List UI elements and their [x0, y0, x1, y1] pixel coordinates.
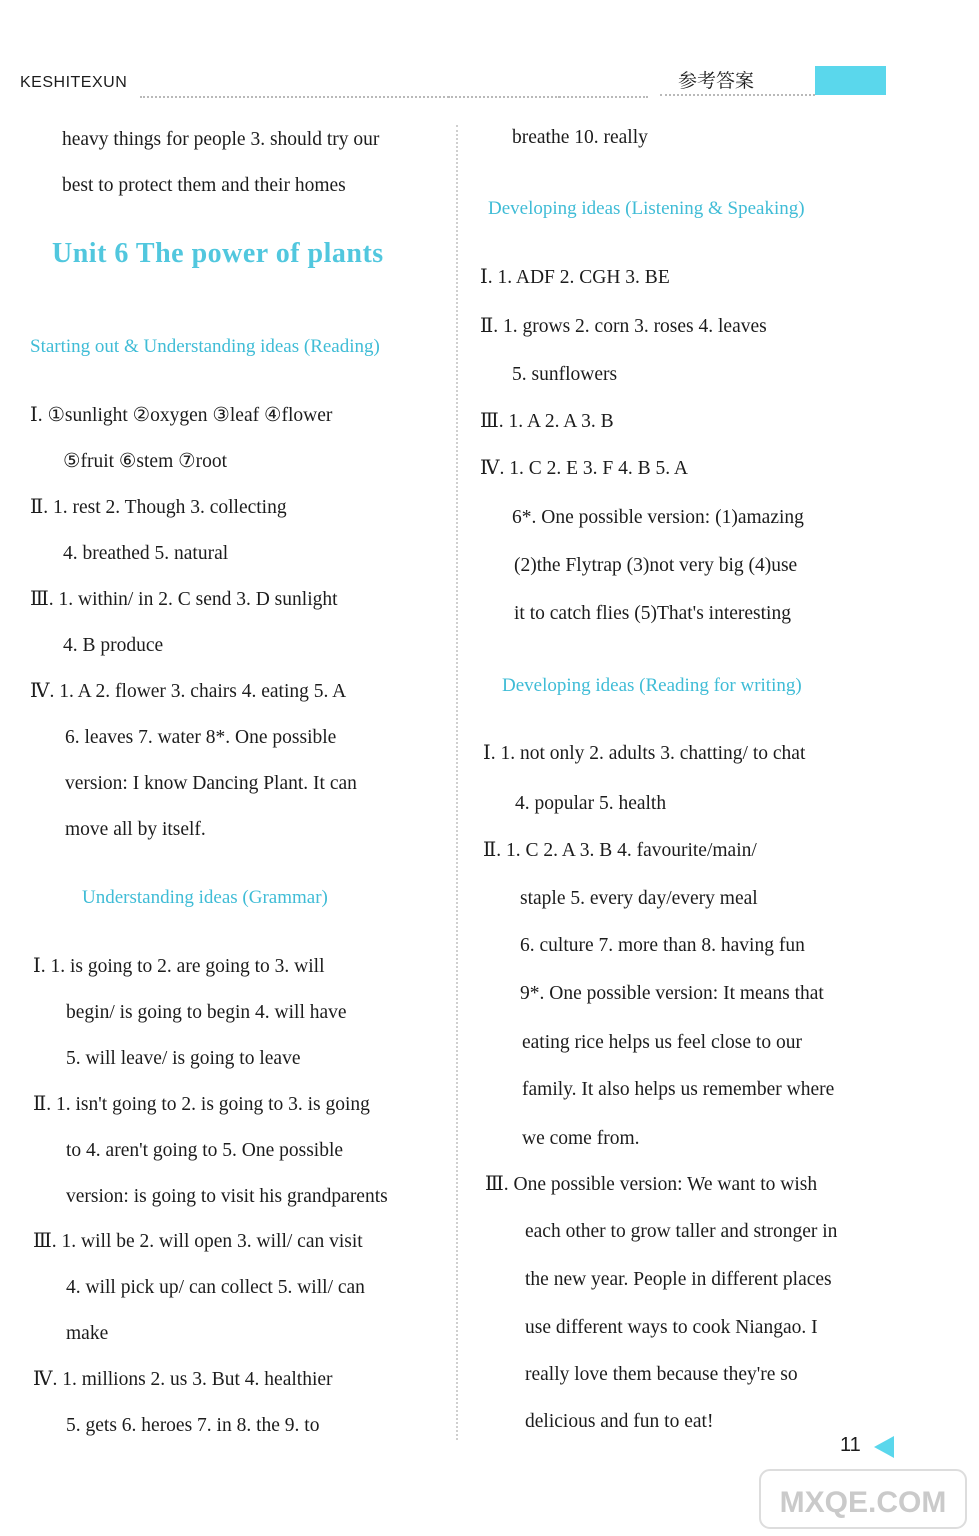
section-title: Starting out & Understanding ideas (Reading)	[30, 336, 380, 357]
answer-line: the new year. People in different places	[525, 1269, 832, 1290]
answer-line: delicious and fun to eat!	[525, 1411, 714, 1432]
answer-line: really love them because they're so	[525, 1364, 798, 1385]
section-title: Developing ideas (Listening & Speaking)	[488, 198, 805, 219]
answer-line: version: is going to visit his grandparents	[66, 1186, 388, 1207]
answer-line: make	[66, 1323, 109, 1344]
page-arrow-icon	[874, 1436, 894, 1458]
answer-line: we come from.	[522, 1128, 640, 1149]
answer-line: to 4. aren't going to 5. One possible	[66, 1140, 344, 1161]
answer-line: 4. popular 5. health	[515, 793, 667, 814]
unit-title: Unit 6 The power of plants	[52, 238, 384, 269]
answer-line: begin/ is going to begin 4. will have	[66, 1002, 347, 1023]
answer-line: Ⅲ. 1. will be 2. will open 3. will/ can visit	[33, 1231, 363, 1252]
answer-line: each other to grow taller and stronger in	[525, 1221, 838, 1242]
section-title: Understanding ideas (Grammar)	[82, 887, 328, 908]
header-accent-box	[815, 66, 886, 95]
header-divider-mid	[448, 96, 648, 98]
answer-line: Ⅳ. 1. C 2. E 3. F 4. B 5. A	[480, 458, 689, 479]
section-title: Developing ideas (Reading for writing)	[502, 675, 802, 696]
answer-line: Ⅰ. ①sunlight ②oxygen ③leaf ④flower	[30, 405, 333, 426]
answer-line: Ⅱ. 1. rest 2. Though 3. collecting	[30, 497, 287, 518]
left-text-line: heavy things for people 3. should try our	[62, 129, 380, 150]
answer-line: 5. sunflowers	[512, 364, 618, 385]
answer-line: 6. leaves 7. water 8*. One possible	[65, 727, 337, 748]
answer-line: staple 5. every day/every meal	[520, 888, 758, 909]
answer-line: Ⅲ. 1. A 2. A 3. B	[480, 411, 614, 432]
answer-line: eating rice helps us feel close to our	[522, 1032, 802, 1053]
left-text-line: best to protect them and their homes	[62, 175, 346, 196]
answer-line: Ⅱ. 1. grows 2. corn 3. roses 4. leaves	[480, 316, 767, 337]
answer-line: 4. breathed 5. natural	[63, 543, 229, 564]
column-divider	[456, 125, 458, 1440]
answer-line: it to catch flies (5)That's interesting	[514, 603, 791, 624]
answer-line: 5. gets 6. heroes 7. in 8. the 9. to	[66, 1415, 320, 1436]
header-title: 参考答案	[678, 70, 755, 92]
answer-line: use different ways to cook Niangao. I	[525, 1317, 818, 1338]
answer-line: 6*. One possible version: (1)amazing	[512, 507, 804, 528]
brand-label: KESHITEXUN	[20, 74, 128, 91]
answer-line: Ⅱ. 1. C 2. A 3. B 4. favourite/main/	[483, 840, 757, 861]
page-number: 11	[840, 1434, 861, 1456]
answer-line: 6. culture 7. more than 8. having fun	[520, 935, 805, 956]
answer-line: move all by itself.	[65, 819, 206, 840]
answer-line: Ⅱ. 1. isn't going to 2. is going to 3. is going	[33, 1094, 370, 1115]
answer-line: 5. will leave/ is going to leave	[66, 1048, 301, 1069]
answer-line: ⑤fruit ⑥stem ⑦root	[63, 451, 228, 472]
answer-line: Ⅰ. 1. not only 2. adults 3. chatting/ to chat	[483, 743, 806, 764]
answer-line: family. It also helps us remember where	[522, 1079, 835, 1100]
watermark-text: MXQE.COM	[779, 1486, 947, 1519]
answer-line: Ⅰ. 1. is going to 2. are going to 3. will	[33, 956, 325, 977]
answer-line: 9*. One possible version: It means that	[520, 983, 824, 1004]
answer-line: 4. will pick up/ can collect 5. will/ can	[66, 1277, 365, 1298]
answer-line: version: I know Dancing Plant. It can	[65, 773, 357, 794]
answer-line: (2)the Flytrap (3)not very big (4)use	[514, 555, 798, 576]
right-text-line: breathe 10. really	[512, 127, 648, 148]
answer-line: Ⅲ. One possible version: We want to wish	[485, 1174, 818, 1195]
watermark-logo	[758, 1468, 968, 1530]
answer-line: Ⅰ. 1. ADF 2. CGH 3. BE	[480, 267, 670, 288]
answer-line: Ⅳ. 1. A 2. flower 3. chairs 4. eating 5. A	[30, 681, 347, 702]
header-divider-right	[660, 94, 815, 96]
answer-line: 4. B produce	[63, 635, 164, 656]
answer-line: Ⅲ. 1. within/ in 2. C send 3. D sunlight	[30, 589, 338, 610]
answer-line: Ⅳ. 1. millions 2. us 3. But 4. healthier	[33, 1369, 333, 1390]
